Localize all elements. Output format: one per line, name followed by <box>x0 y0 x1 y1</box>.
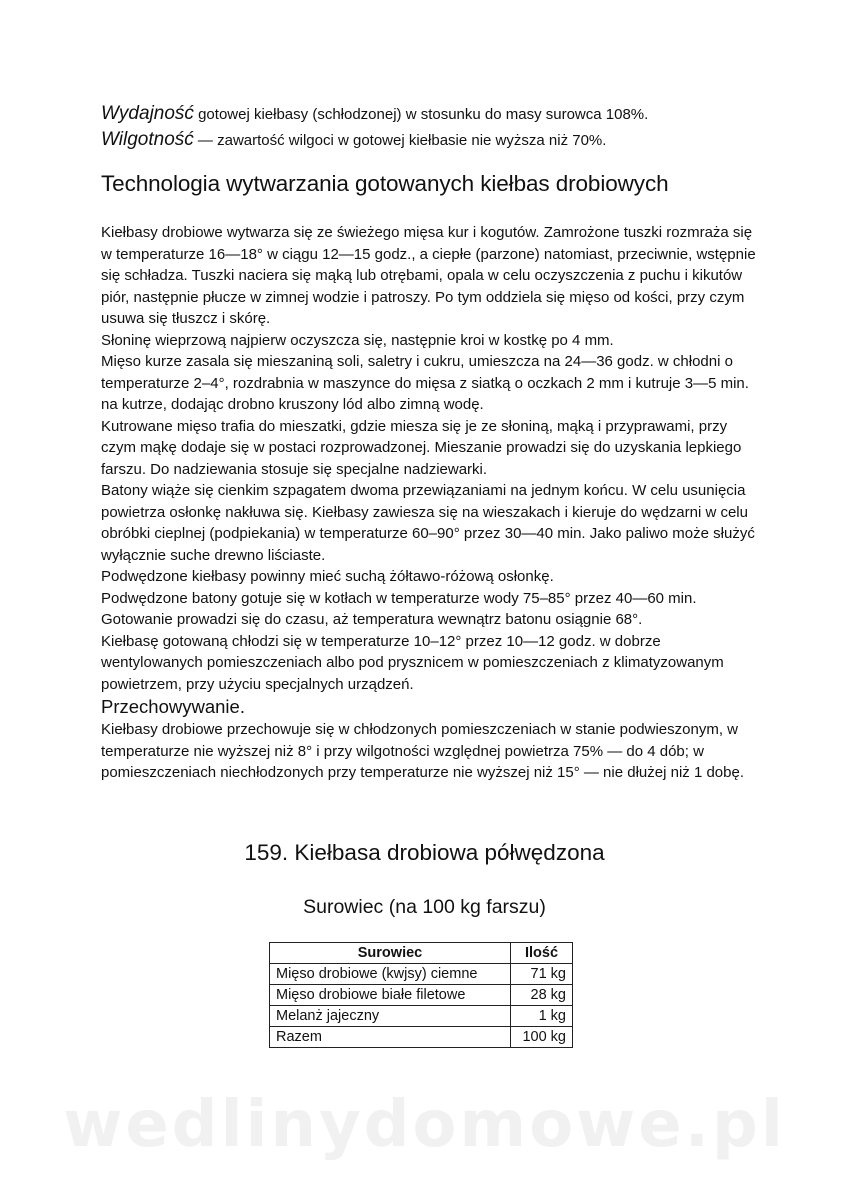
section-heading: Technologia wytwarzania gotowanych kiełbas drobiowych <box>101 171 669 196</box>
yield-term: Wydajność <box>101 103 194 124</box>
cell-quantity: 71 kg <box>511 964 573 985</box>
technology-body <box>101 222 761 784</box>
paragraph-smoking: Batony wiąże się cienkim szpagatem dwoma przewiązaniami na jednym końcu. W celu usunięcia powietrza osłonkę nakłuwa się. Kiełbasy zawiesza się na wieszakach i kieruje do wędzarni w celu obróbki cieplnej (podpiekania) w temperaturze 60–90° przez 30—40 min. Jako paliwo może służyć wyłącznie suche drewno liściaste. <box>101 482 755 564</box>
paragraph-preparation: Kiełbasy drobiowe wytwarza się ze świeżego mięsa kur i kogutów. Zamrożone tuszki rozmraża się w temperaturze 16—18° w ciągu 12—15 godz., a ciepłe (parzone) natomiast, przeciwnie, wstępnie się schładza. Tuszki naciera się mąką lub otrębami, opala w celu oczyszczenia z puchu i kikutów piór, następnie płucze w zimnej wodzie i patroszy. Po tym oddziela się mięso od kości, przy czym usuwa się tłuszcz i skórę. <box>101 224 756 327</box>
paragraph-casing: Podwędzone kiełbasy powinny mieć suchą żółtawo-różową osłonkę. <box>101 568 554 585</box>
ingredients-table <box>269 942 573 1048</box>
paragraph-cooling: Kiełbasę gotowaną chłodzi się w temperaturze 10–12° przez 10—12 godz. w dobrze wentylowanych pomieszczeniach albo pod prysznicem w pomieszczeniach z klimatyzowanym powietrzem, przy użyciu specjalnych urządzeń. <box>101 632 724 693</box>
moisture-term: Wilgotność <box>101 129 194 150</box>
table-row <box>270 985 573 1006</box>
recipe-subtitle: Surowiec (na 100 kg farszu) <box>303 896 546 918</box>
paragraph-mixing: Kutrowane mięso trafia do mieszatki, gdzie miesza się je ze słoniną, mąką i przyprawami, przy czym mąkę dodaje się w postaci rozprowadzonej. Mieszanie prowadzi się do uzyskania lepkiego farszu. Do nadziewania stosuje się specjalne nadziewarki. <box>101 417 742 478</box>
yield-line <box>101 101 761 127</box>
cell-ingredient: Melanż jajeczny <box>270 1006 511 1027</box>
header-quantity: Ilość <box>511 943 573 964</box>
paragraph-bacon: Słoninę wieprzową najpierw oczyszcza się, następnie kroi w kostkę po 4 mm. <box>101 331 614 349</box>
cell-quantity: 1 kg <box>511 1006 573 1027</box>
cell-quantity: 28 kg <box>511 985 573 1006</box>
yield-text: gotowej kiełbasy (schłodzonej) w stosunku do masy surowca 108%. <box>193 106 649 123</box>
paragraph-salting: Mięso kurze zasala się mieszaniną soli, saletry i cukru, umieszcza na 24—36 godz. w chłodni o temperaturze 2–4°, rozdrabnia w maszynce do mięsa z siatką o oczkach 2 mm i kutruje 3—5 min. na kutrze, dodając drobno kruszony lód albo zimną wodę. <box>101 353 749 413</box>
storage-heading: Przechowywanie. <box>101 696 245 717</box>
moisture-line <box>101 127 761 153</box>
table-row <box>270 964 573 985</box>
recipe-title: 159. Kiełbasa drobiowa półwędzona <box>244 840 605 865</box>
paragraph-cooking: Podwędzone batony gotuje się w kotłach w temperaturze wody 75–85° przez 40—60 min. Gotowanie prowadzi się do czasu, aż temperatura wewnątrz batonu osiągnie 68°. <box>101 589 697 628</box>
table-header-row <box>270 943 573 964</box>
intro-block <box>101 101 761 153</box>
header-ingredient: Surowiec <box>270 943 511 964</box>
storage-text: Kiełbasy drobiowe przechowuje się w chłodzonych pomieszczeniach w stanie podwieszonym, w temperaturze nie wyższej niż 8° i przy wilgotności względnej powietrza 75% — do 4 dób; w pomieszczeniach niechłodzonych przy temperaturze nie wyższej niż 15° — nie dłużej niż 1 dobę. <box>101 721 744 781</box>
cell-ingredient: Mięso drobiowe (kwjsy) ciemne <box>270 964 511 985</box>
moisture-text: — zawartość wilgoci w gotowej kiełbasie nie wyższa niż 70%. <box>193 132 607 149</box>
cell-ingredient: Mięso drobiowe białe filetowe <box>270 985 511 1006</box>
table-row <box>270 1027 573 1048</box>
cell-ingredient: Razem <box>270 1027 511 1048</box>
cell-quantity: 100 kg <box>511 1027 573 1048</box>
table-row <box>270 1006 573 1027</box>
watermark: wedlinydomowe.pl <box>63 1088 786 1162</box>
